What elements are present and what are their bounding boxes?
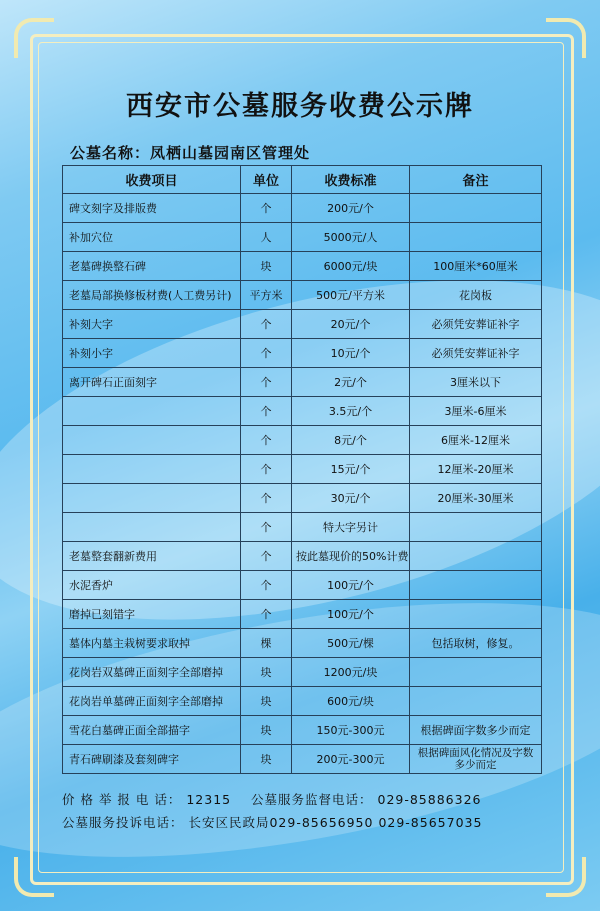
cell-price: 5000元/人	[292, 223, 410, 252]
table-row	[63, 339, 542, 368]
cell-item: 花岗岩双墓碑正面刻字全部磨掉	[63, 658, 241, 687]
cell-note: 根据碑面风化情况及字数多少而定	[410, 745, 542, 774]
cell-item: 花岗岩单墓碑正面刻字全部磨掉	[63, 687, 241, 716]
cell-price: 100元/个	[292, 600, 410, 629]
cell-unit: 个	[241, 194, 292, 223]
cell-price: 1200元/块	[292, 658, 410, 687]
cell-item: 老墓整套翻新费用	[63, 542, 241, 571]
cell-price: 10元/个	[292, 339, 410, 368]
cell-note	[410, 687, 542, 716]
corner-ornament-icon	[546, 18, 586, 58]
cell-price: 6000元/块	[292, 252, 410, 281]
table-row	[63, 455, 542, 484]
cell-item: 磨掉已刻错字	[63, 600, 241, 629]
cell-note	[410, 542, 542, 571]
cell-note	[410, 600, 542, 629]
table-row	[63, 252, 542, 281]
header-item: 收费项目	[63, 166, 241, 194]
table-row	[63, 542, 542, 571]
cell-note: 必须凭安葬证补字	[410, 339, 542, 368]
cell-note: 6厘米-12厘米	[410, 426, 542, 455]
cell-unit: 个	[241, 397, 292, 426]
cell-price: 200元/个	[292, 194, 410, 223]
cell-price: 15元/个	[292, 455, 410, 484]
cell-note: 3厘米以下	[410, 368, 542, 397]
header-note: 备注	[410, 166, 542, 194]
complaint-phone: 公墓服务投诉电话： 长安区民政局029-85656950 029-85657035	[62, 815, 483, 830]
table-row	[63, 397, 542, 426]
cell-unit: 个	[241, 339, 292, 368]
table-row	[63, 716, 542, 745]
cell-unit: 块	[241, 745, 292, 774]
cell-price: 特大字另计	[292, 513, 410, 542]
cell-item: 离开碑石正面刻字	[63, 368, 241, 397]
table-row	[63, 571, 542, 600]
cell-unit: 个	[241, 426, 292, 455]
cell-note	[410, 223, 542, 252]
cell-item: 老墓碑换整石碑	[63, 252, 241, 281]
table-row	[63, 194, 542, 223]
cell-note: 100厘米*60厘米	[410, 252, 542, 281]
cell-item: 碑文刻字及排版费	[63, 194, 241, 223]
table-header-row	[63, 166, 542, 194]
table-row	[63, 687, 542, 716]
cell-price: 500元/平方米	[292, 281, 410, 310]
cell-item	[63, 484, 241, 513]
table-row	[63, 368, 542, 397]
cell-item	[63, 513, 241, 542]
cell-item: 补刻大字	[63, 310, 241, 339]
cell-price: 3.5元/个	[292, 397, 410, 426]
cell-price: 20元/个	[292, 310, 410, 339]
cell-note: 20厘米-30厘米	[410, 484, 542, 513]
cell-item: 补刻小字	[63, 339, 241, 368]
cell-unit: 块	[241, 716, 292, 745]
table-row	[63, 281, 542, 310]
cell-note: 12厘米-20厘米	[410, 455, 542, 484]
cell-price: 按此墓现价的50%计费	[292, 542, 410, 571]
cell-unit: 个	[241, 542, 292, 571]
cell-price: 200元-300元	[292, 745, 410, 774]
header-price: 收费标准	[292, 166, 410, 194]
table-row	[63, 484, 542, 513]
cell-unit: 个	[241, 600, 292, 629]
cell-price: 100元/个	[292, 571, 410, 600]
table-row	[63, 600, 542, 629]
cell-item: 老墓局部换修板材费(人工费另计)	[63, 281, 241, 310]
cell-item	[63, 397, 241, 426]
cell-price: 600元/块	[292, 687, 410, 716]
footer-line-2	[62, 813, 482, 831]
cell-price: 30元/个	[292, 484, 410, 513]
header-unit: 单位	[241, 166, 292, 194]
table-row	[63, 513, 542, 542]
cell-unit: 人	[241, 223, 292, 252]
fee-table-body	[63, 194, 542, 774]
cell-note: 3厘米-6厘米	[410, 397, 542, 426]
cell-unit: 平方米	[241, 281, 292, 310]
cell-price: 8元/个	[292, 426, 410, 455]
cemetery-name: 公墓名称：凤栖山墓园南区管理处	[70, 144, 311, 162]
cell-note: 必须凭安葬证补字	[410, 310, 542, 339]
table-row	[63, 658, 542, 687]
cell-price: 150元-300元	[292, 716, 410, 745]
table-row	[63, 223, 542, 252]
cell-unit: 棵	[241, 629, 292, 658]
cell-item: 青石碑刷漆及套刻碑字	[63, 745, 241, 774]
cell-note	[410, 658, 542, 687]
corner-ornament-icon	[546, 857, 586, 897]
cell-unit: 个	[241, 368, 292, 397]
cell-note: 花岗板	[410, 281, 542, 310]
cell-item	[63, 455, 241, 484]
page-title: 西安市公墓服务收费公示牌	[126, 91, 474, 122]
cell-price: 500元/棵	[292, 629, 410, 658]
cell-unit: 个	[241, 484, 292, 513]
table-row	[63, 745, 542, 774]
cell-unit: 块	[241, 252, 292, 281]
cell-note	[410, 513, 542, 542]
cell-note: 包括取树，修复。	[410, 629, 542, 658]
cell-unit: 块	[241, 687, 292, 716]
fee-table	[62, 165, 542, 774]
cell-unit: 个	[241, 455, 292, 484]
cell-note: 根据碑面字数多少而定	[410, 716, 542, 745]
cell-price: 2元/个	[292, 368, 410, 397]
footer-line-1	[62, 790, 481, 808]
table-row	[63, 629, 542, 658]
cell-note	[410, 194, 542, 223]
cell-unit: 个	[241, 310, 292, 339]
cell-item: 水泥香炉	[63, 571, 241, 600]
table-row	[63, 426, 542, 455]
table-row	[63, 310, 542, 339]
price-report-phone: 价 格 举 报 电 话： 12315	[62, 792, 232, 807]
cell-item: 雪花白墓碑正面全部描字	[63, 716, 241, 745]
cell-item	[63, 426, 241, 455]
corner-ornament-icon	[14, 857, 54, 897]
cell-unit: 个	[241, 571, 292, 600]
cell-item: 墓体内墓主栽树要求取掉	[63, 629, 241, 658]
corner-ornament-icon	[14, 18, 54, 58]
supervision-phone: 公墓服务监督电话： 029-85886326	[251, 792, 482, 807]
cell-note	[410, 571, 542, 600]
cell-unit: 块	[241, 658, 292, 687]
cell-unit: 个	[241, 513, 292, 542]
cell-item: 补加穴位	[63, 223, 241, 252]
